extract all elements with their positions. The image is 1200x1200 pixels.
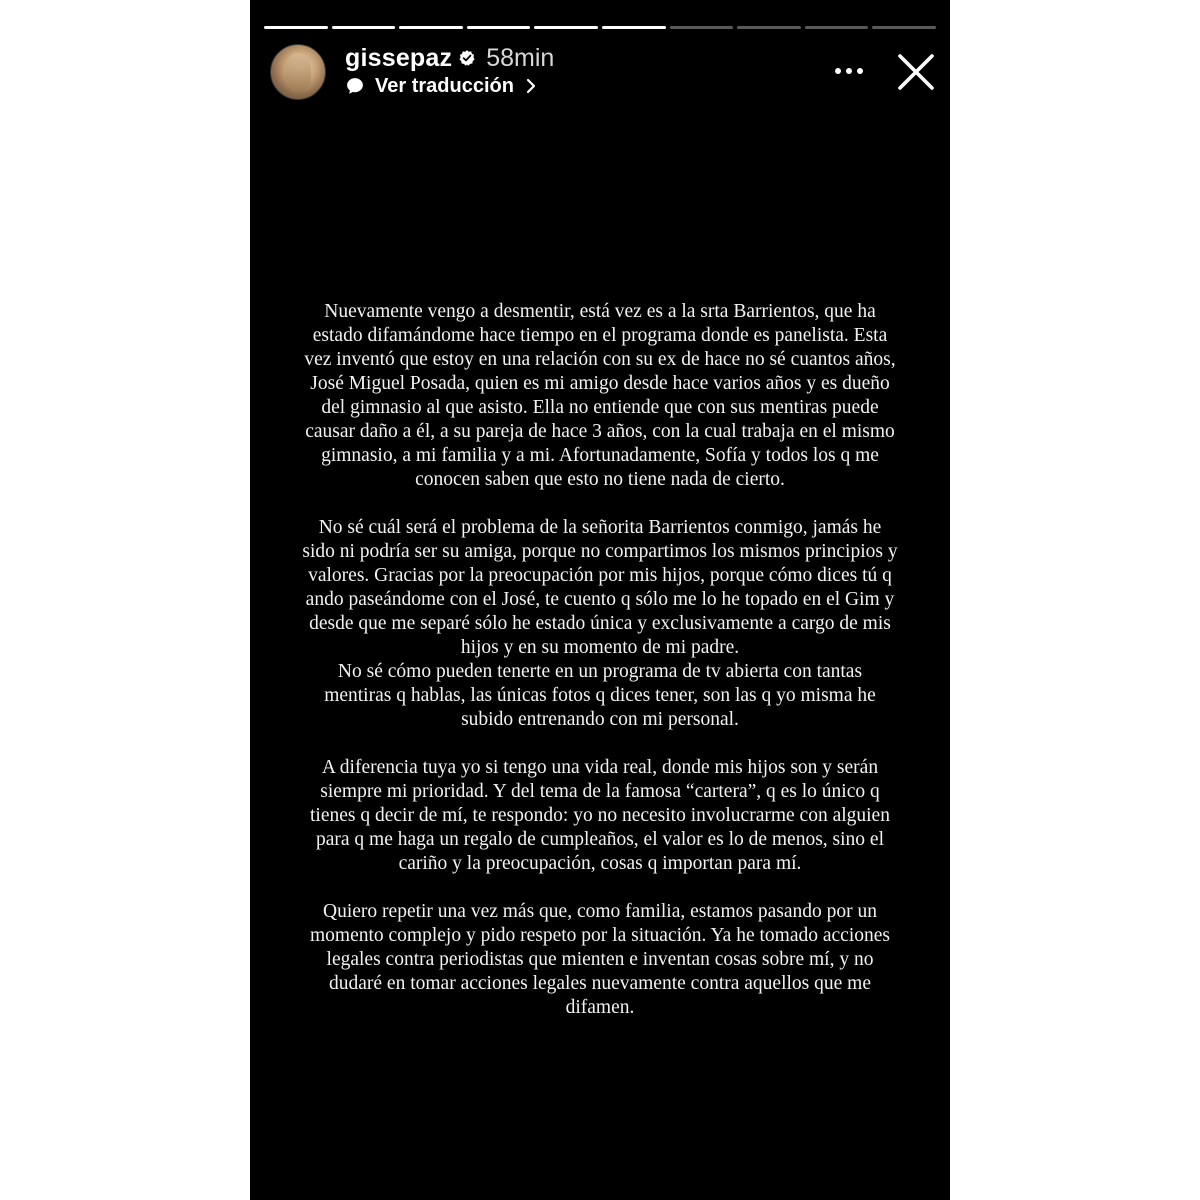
progress-segment bbox=[602, 26, 666, 29]
progress-segment-fill bbox=[467, 26, 531, 29]
progress-segment bbox=[399, 26, 463, 29]
user-avatar-icon[interactable] bbox=[270, 44, 326, 100]
paragraph-spacer bbox=[268, 732, 932, 756]
story-viewer[interactable] bbox=[250, 0, 950, 1200]
progress-segment-fill bbox=[332, 26, 396, 29]
progress-segment bbox=[534, 26, 598, 29]
progress-segment bbox=[737, 26, 801, 29]
paragraph-spacer bbox=[268, 492, 932, 516]
translate-label: Ver traducción bbox=[375, 74, 514, 97]
progress-segment-fill bbox=[602, 26, 666, 29]
progress-segment bbox=[264, 26, 328, 29]
message-paragraph-4: Quiero repetir una vez más que, como familia, estamos pasando por un momento complejo y pido respeto por la situación. Ya he tomado acciones legales contra periodistas que mienten e inventan cosas sobre mí, y no dudaré en tomar acciones legales nuevamente contra aquellos que me difamen. bbox=[309, 901, 890, 1018]
chevron-right-icon bbox=[524, 78, 538, 94]
progress-segment bbox=[670, 26, 734, 29]
more-options-button[interactable] bbox=[832, 58, 866, 84]
translate-link[interactable] bbox=[345, 74, 538, 98]
story-progress-bar bbox=[264, 26, 936, 29]
story-text-message bbox=[268, 300, 932, 1020]
progress-segment bbox=[872, 26, 936, 29]
message-paragraph-2: No sé cuál será el problema de la señorita Barrientos conmigo, jamás he sido ni podría ser su amiga, porque no compartimos los mismos principios y valores. Gracias por la preocupación por mis hijos, porque cómo dices tú q ando paseándome con el José, te cuento q sólo me lo he topado en el Gim y desde que me separé sólo he estado única y exclusivamente a cargo de mis hijos y en su momento de mi padre. No sé cómo pueden tenerte en un programa de tv abierta con tantas mentiras q hablas, las únicas fotos q dices tener, son las q yo misma he subido entrenando con mi personal. bbox=[302, 517, 898, 730]
close-icon bbox=[896, 52, 936, 92]
progress-segment bbox=[805, 26, 869, 29]
username-row bbox=[345, 44, 554, 72]
story-header bbox=[270, 44, 936, 100]
avatar-image bbox=[285, 53, 311, 91]
username[interactable]: gissepaz bbox=[345, 43, 453, 72]
message-paragraph-3: A diferencia tuya yo si tengo una vida real, donde mis hijos son y serán siempre mi prioridad. Y del tema de la famosa “cartera”, q es lo único q tienes q decir de mí, te respondo: yo no necesito involucrarme con alguien para q me haga un regalo de cumpleaños, el valor es lo de menos, sino el cariño y la preocupación, cosas q importan para mí. bbox=[310, 757, 890, 874]
progress-segment bbox=[332, 26, 396, 29]
progress-segment bbox=[467, 26, 531, 29]
speech-bubble-icon bbox=[345, 76, 365, 96]
progress-segment-fill bbox=[534, 26, 598, 29]
verified-badge-icon bbox=[458, 49, 476, 67]
progress-segment-fill bbox=[264, 26, 328, 29]
message-paragraph-1: Nuevamente vengo a desmentir, está vez es a la srta Barrientos, que ha estado difamándome hace tiempo en el programa donde es panelista. Esta vez inventó que estoy en una relación con su ex de hace no sé cuantos años, José Miguel Posada, quien es mi amigo desde hace varios años y es dueño del gimnasio al que asisto. Ella no entiende que con sus mentiras puede causar daño a él, a su pareja de hace 3 años, con la cual trabaja en el mismo gimnasio, a mi familia y a mi. Afortunadamente, Sofía y todos los q me conocen saben que esto no tiene nada de cierto. bbox=[304, 301, 896, 490]
story-time: 58min bbox=[486, 43, 555, 72]
paragraph-spacer bbox=[268, 876, 932, 900]
close-button[interactable] bbox=[896, 52, 936, 92]
progress-segment-fill bbox=[399, 26, 463, 29]
more-horizontal-icon bbox=[834, 67, 864, 75]
